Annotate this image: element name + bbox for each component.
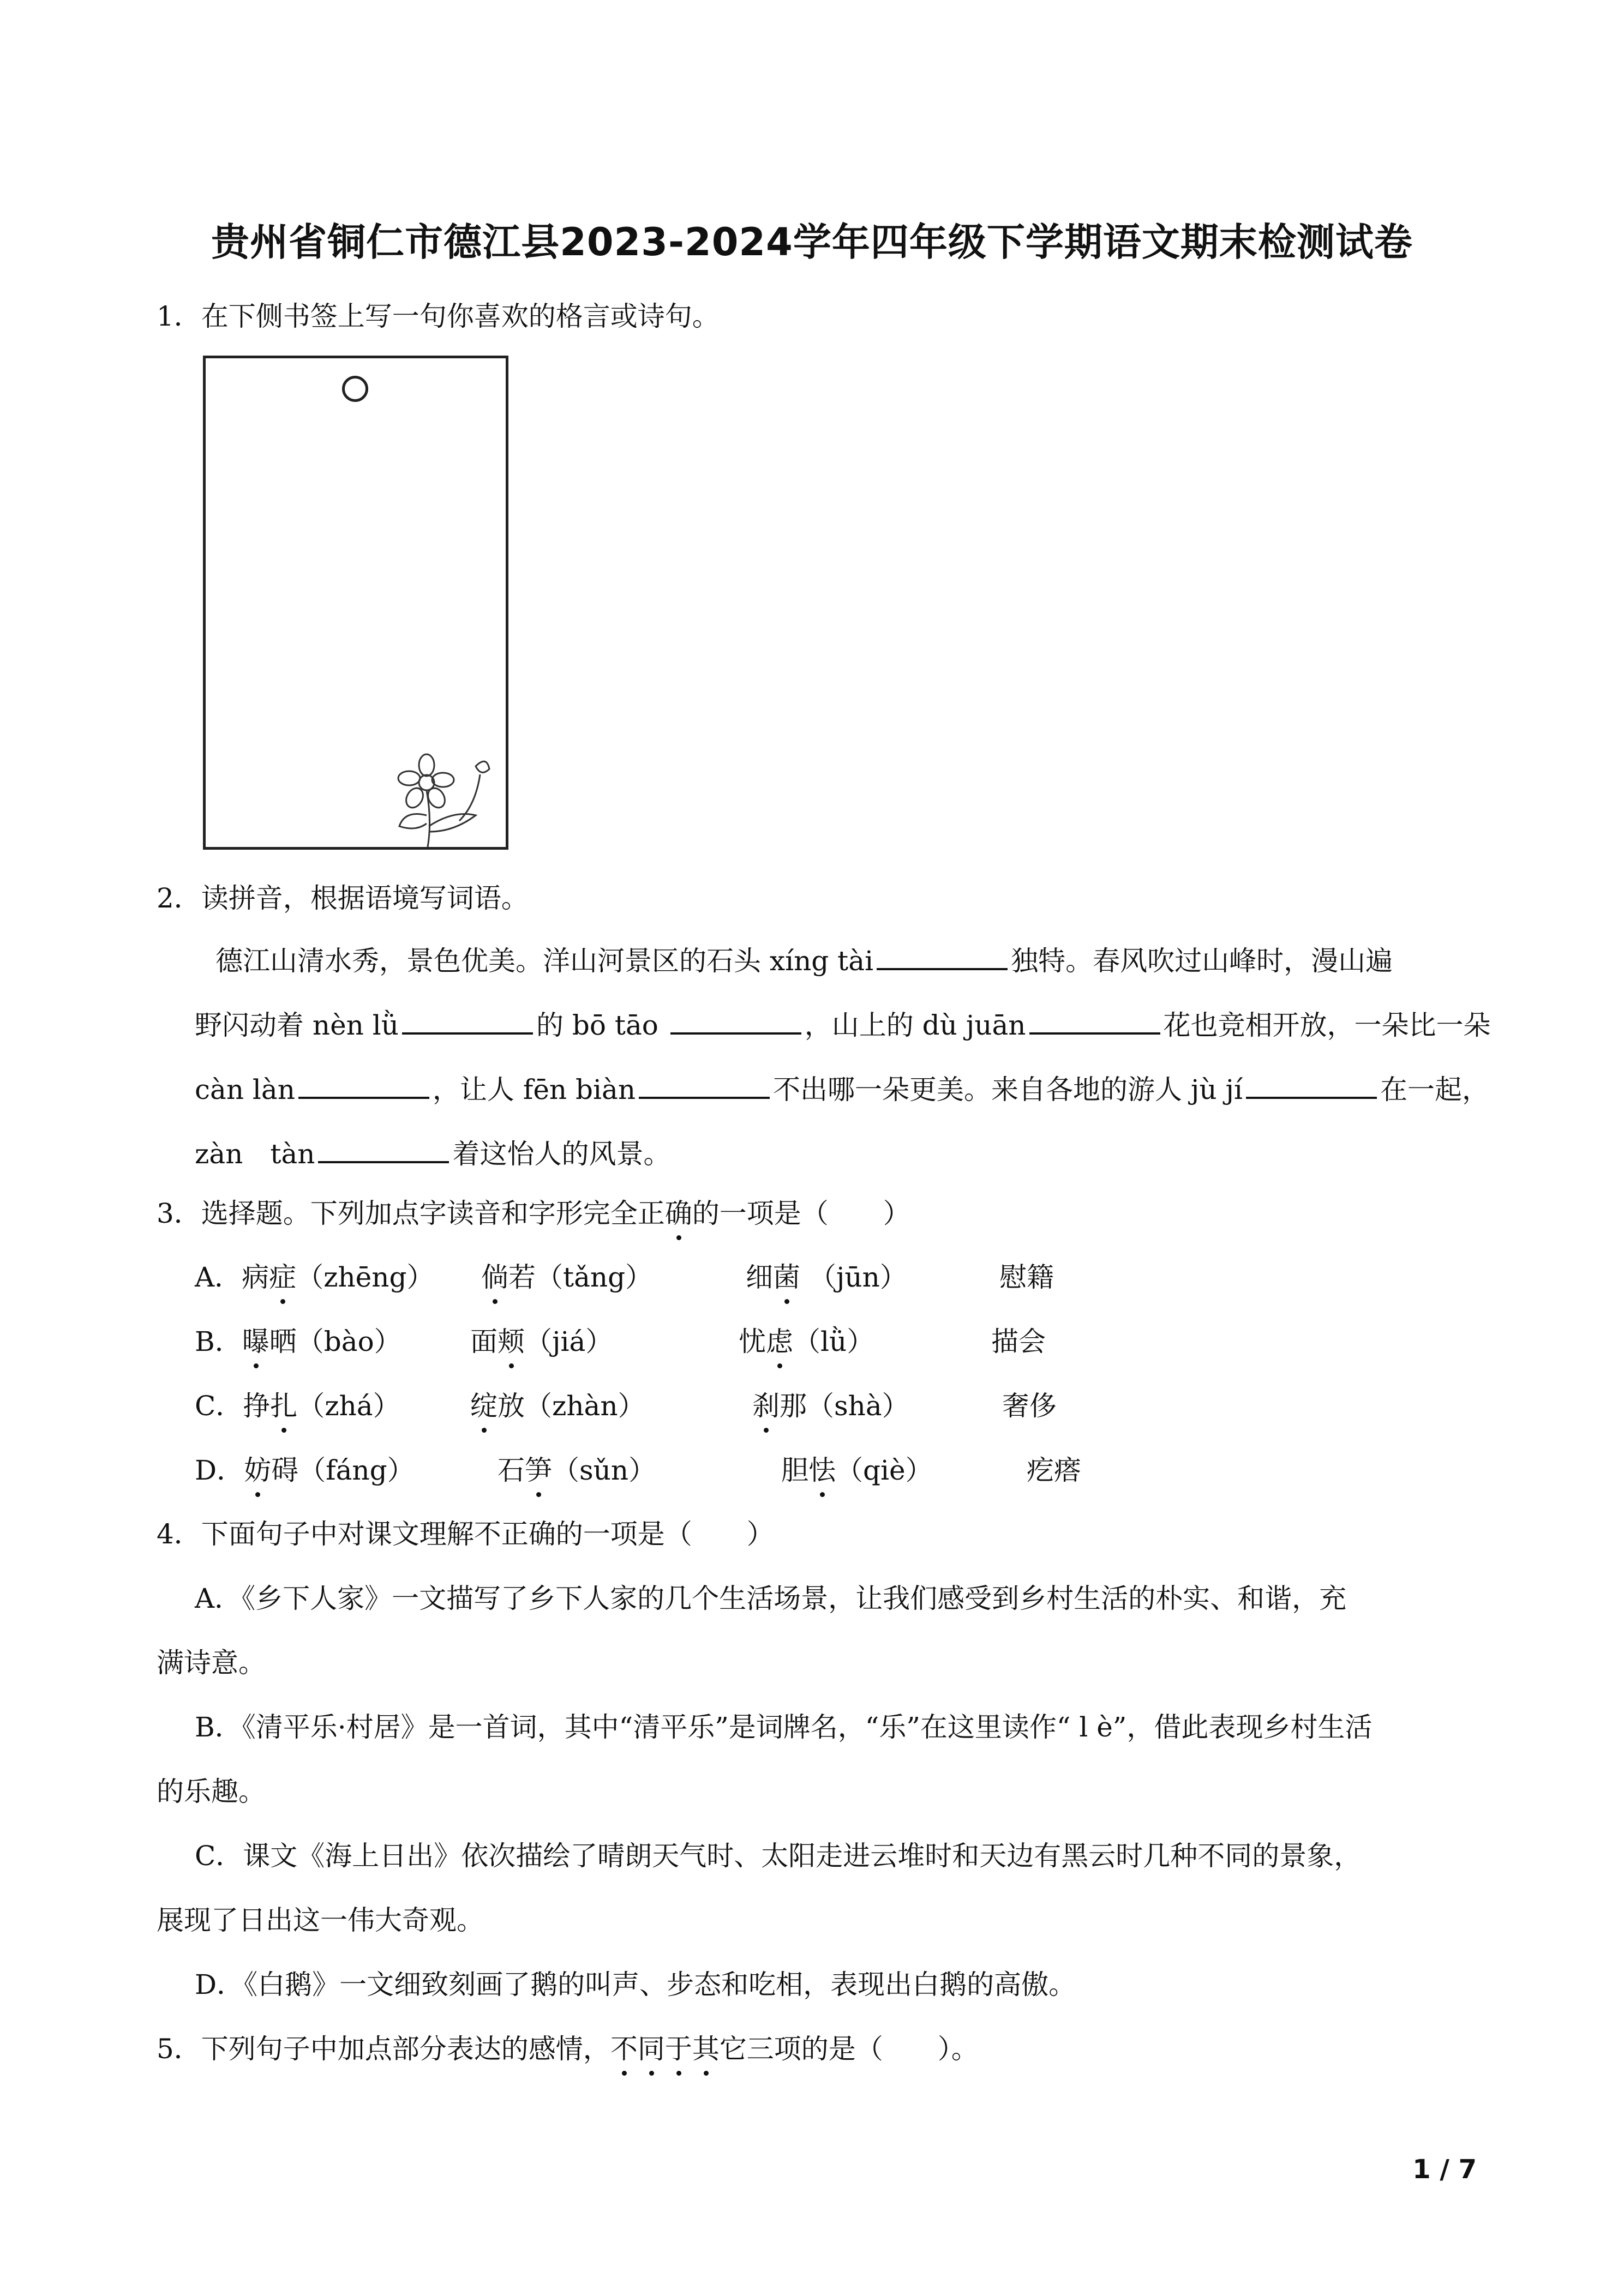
answer-blank[interactable] bbox=[298, 1072, 429, 1099]
question-1: 1．在下侧书签上写一句你喜欢的格言或诗句。 bbox=[157, 300, 720, 332]
q3-option-a[interactable]: A．病症（zhēng） 倘若（tǎng） 细菌 （jūn） 慰籍 bbox=[195, 1258, 434, 1296]
answer-blank[interactable] bbox=[1029, 1007, 1160, 1035]
page-title: 贵州省铜仁市德江县2023-2024学年四年级下学期语文期末检测试卷 bbox=[211, 220, 1413, 265]
page-number: 1 / 7 bbox=[1412, 2154, 1477, 2185]
flower-icon bbox=[394, 750, 503, 848]
question-3: 3．选择题。下列加点字读音和字形完全正确的一项是（ ） bbox=[157, 1194, 910, 1233]
question-5: 5．下列句子中加点部分表达的感情，不同于其它三项的是（ ）。 bbox=[157, 2030, 979, 2068]
q4-option-a-cont: 满诗意。 bbox=[157, 1647, 266, 1679]
q4-option-b-cont: 的乐趣。 bbox=[157, 1776, 266, 1807]
answer-blank[interactable] bbox=[318, 1136, 449, 1163]
bookmark-card[interactable] bbox=[203, 356, 508, 850]
q2-line-4: zàn tàn 着这怡人的风景。 bbox=[195, 1135, 670, 1173]
q3-option-d[interactable]: D．妨碍（fáng） 石笋（sǔn） 胆怯（qiè） 疙瘩 bbox=[195, 1451, 415, 1489]
answer-blank[interactable] bbox=[877, 943, 1008, 970]
q4-option-d[interactable]: D．《白鹅》一文细致刻画了鹅的叫声、步态和吃相，表现出白鹅的高傲。 bbox=[195, 1969, 1076, 2000]
answer-blank[interactable] bbox=[670, 1007, 801, 1035]
question-4: 4．下面句子中对课文理解不正确的一项是（ ） bbox=[157, 1518, 774, 1550]
q4-option-c[interactable]: C．课文《海上日出》依次描绘了晴朗天气时、太阳走进云堆时和天边有黑云时几种不同的景象， bbox=[195, 1840, 1362, 1872]
bookmark-hole-icon bbox=[342, 376, 368, 402]
q4-option-b[interactable]: B．《清平乐·村居》是一首词，其中“清平乐”是词牌名，“乐”在这里读作“ l è”，借此表现乡村生活 bbox=[195, 1711, 1373, 1743]
q2-line-2: 野闪动着 nèn lǜ 的 bō tāo ，山上的 dù juān 花也竞相开放，一朵比一朵 bbox=[195, 1006, 1491, 1044]
q3-option-b[interactable]: B．曝晒（bào） 面颊（jiá） 忧虑（lǜ） 描会 bbox=[195, 1323, 401, 1361]
answer-blank[interactable] bbox=[639, 1072, 770, 1099]
answer-blank[interactable] bbox=[402, 1007, 533, 1035]
question-2: 2．读拼音，根据语境写词语。 bbox=[157, 882, 529, 914]
q2-line-3: càn làn ，让人 fēn biàn 不出哪一朵更美。来自各地的游人 jù jí 在一起， bbox=[195, 1071, 1489, 1109]
answer-blank[interactable] bbox=[1246, 1072, 1377, 1099]
q4-option-a[interactable]: A．《乡下人家》一文描写了乡下人家的几个生活场景，让我们感受到乡村生活的朴实、和谐，充 bbox=[195, 1583, 1347, 1614]
q4-option-c-cont: 展现了日出这一伟大奇观。 bbox=[157, 1904, 484, 1936]
q2-line-1: 德江山清水秀，景色优美。洋山河景区的石头 xíng tài 独特。春风吹过山峰时，漫山遍 bbox=[215, 942, 1393, 980]
q3-option-c[interactable]: C．挣扎（zhá） 绽放（zhàn） 刹那（shà） 奢侈 bbox=[195, 1387, 400, 1425]
